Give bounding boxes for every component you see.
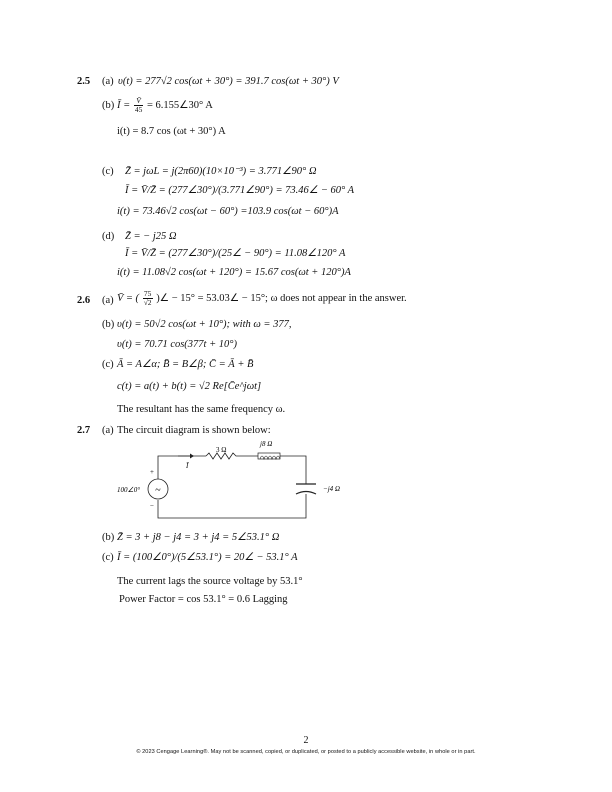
wire-bottom — [158, 494, 306, 518]
part-b-label: (b) — [102, 100, 115, 111]
capacitor-plate-bottom — [296, 492, 316, 495]
equation-2-5b — [117, 97, 213, 114]
fraction-numerator: 75 — [143, 289, 152, 299]
fraction-denominator: √2 — [143, 298, 152, 308]
equation-2-5c-1: Z̄ = jωL = j(2π60)(10×10⁻³) = 3.771∠90° Ω — [125, 166, 317, 177]
copyright-footer: © 2023 Cengage Learning®. May not be scanned, copied, or duplicated, or posted to a publicly accessible website, in whole or in part. — [136, 749, 476, 755]
problem-number-2-6: 2.6 — [77, 295, 91, 306]
problem-number-2-5: 2.5 — [77, 76, 91, 87]
part-b-label: (b) — [102, 532, 115, 543]
part-c-label: (c) — [102, 166, 114, 177]
equation-2-5d-3: i(t) = 11.08√2 cos(ωt + 120°) = 15.67 cos(ωt + 120°)A — [117, 267, 351, 278]
equation-2-7b: Z̄ = 3 + j8 − j4 = 3 + j4 = 5∠53.1° Ω — [117, 532, 280, 543]
resistor-label: 3 Ω — [216, 446, 227, 454]
page-number: 2 — [303, 735, 309, 746]
equation-2-7c: Ī = (100∠0°)/(5∠53.1°) = 20∠ − 53.1° A — [117, 552, 298, 563]
circuit-intro-text: The circuit diagram is shown below: — [117, 425, 271, 436]
source-minus-label: − — [150, 502, 154, 510]
equation-2-6c-1: Ā = A∠α; B̄ = B∠β; C̄ = Ā + B̄ — [117, 359, 254, 370]
part-c-label: (c) — [102, 552, 114, 563]
fraction — [143, 290, 153, 307]
eq-prefix: Ī = — [117, 100, 131, 111]
equation-2-5c-2: Ī = V̄/Z̄ = (277∠30°)/(3.771∠90°) = 73.46∠ − 60° A — [125, 185, 355, 196]
equation-2-6b-2: υ(t) = 70.71 cos(377t + 10°) — [117, 339, 238, 350]
wire-top-right — [280, 456, 306, 484]
part-a-label: (a) — [102, 76, 114, 87]
source-tilde: ~ — [155, 485, 161, 496]
fraction-numerator: V̄ — [134, 97, 144, 106]
capacitor-label: −j4 Ω — [323, 485, 340, 493]
part-c-label: (c) — [102, 359, 114, 370]
power-factor-text: Power Factor = cos 53.1° = 0.6 Lagging — [119, 594, 288, 605]
equation-2-5a: υ(t) = 277√2 cos(ωt + 30°) = 391.7 cos(ωt + 30°) V — [118, 76, 339, 87]
source-value-label: 100∠0° — [117, 486, 141, 494]
wire-top-left — [158, 456, 206, 479]
fraction-denominator: 45 — [134, 105, 143, 115]
eq-prefix: V̄ = ( — [117, 293, 140, 304]
inductor-label: j8 Ω — [260, 440, 273, 448]
equation-2-6a — [117, 289, 407, 309]
equation-2-5d-2: Ī = V̄/Z̄ = (277∠30°)/(25∠ − 90°) = 11.08∠120° A — [125, 248, 346, 259]
equation-2-5b-time: i(t) = 8.7 cos (ωt + 30°) A — [117, 126, 226, 137]
eq-suffix: = 6.155∠30° A — [146, 100, 213, 111]
equation-2-5c-3: i(t) = 73.46√2 cos(ωt − 60°) =103.9 cos(ωt − 60°)A — [117, 206, 339, 217]
current-arrow-head — [190, 454, 194, 459]
current-label: Ī — [186, 462, 189, 470]
equation-2-5d-1: Z̄ = − j25 Ω — [125, 231, 177, 242]
equation-2-6c-2: c(t) = a(t) + b(t) = √2 Re[C̄e^jωt] — [117, 381, 262, 392]
equation-2-6b-1: υ(t) = 50√2 cos(ωt + 10°); with ω = 377, — [117, 319, 292, 330]
inductor-coil — [260, 456, 280, 459]
eq-suffix: )∠ − 15° = 53.03∠ − 15°; ω does not appear in the answer. — [156, 293, 407, 304]
circuit-diagram — [110, 436, 360, 526]
current-lag-text: The current lags the source voltage by 53.1° — [117, 576, 303, 587]
problem-number-2-7: 2.7 — [77, 425, 91, 436]
fraction — [134, 97, 144, 114]
part-b-label: (b) — [102, 319, 115, 330]
part-a-label: (a) — [102, 425, 114, 436]
part-a-label: (a) — [102, 295, 114, 306]
part-d-label: (d) — [102, 231, 115, 242]
resultant-note: The resultant has the same frequency ω. — [117, 404, 286, 415]
source-plus-label: + — [150, 468, 154, 476]
